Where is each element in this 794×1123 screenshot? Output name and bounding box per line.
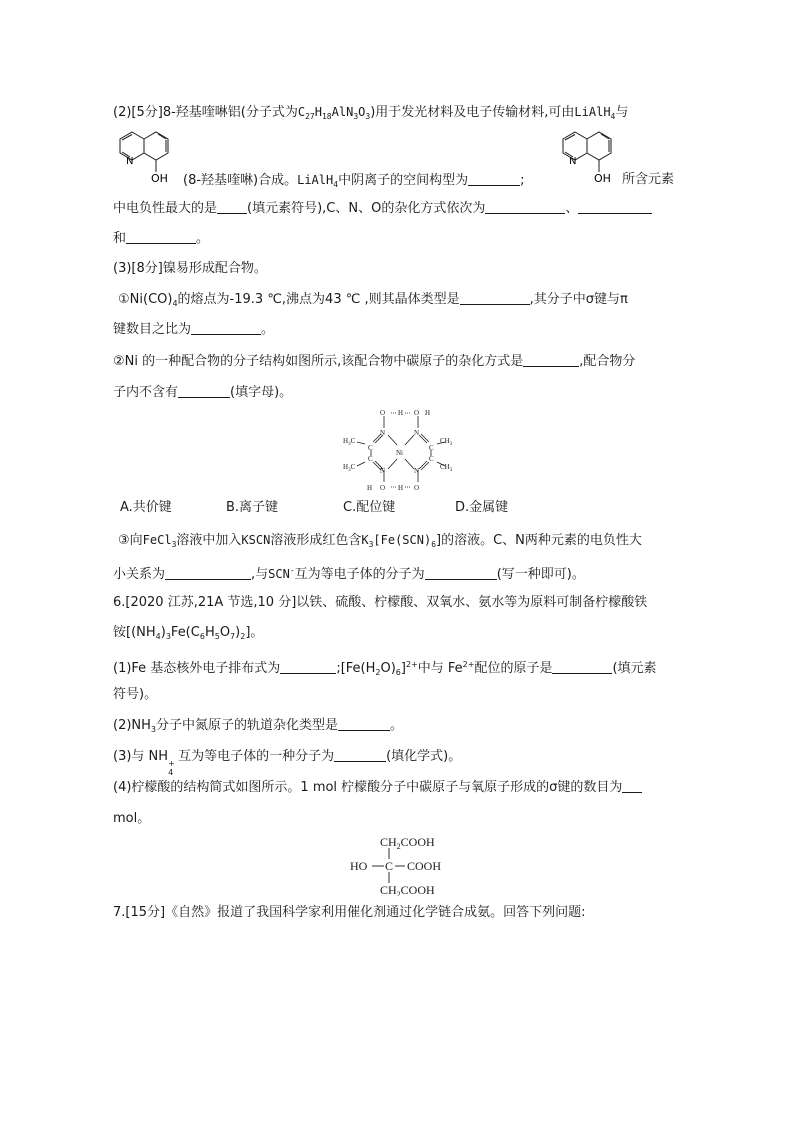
svg-text:H3C: $H_3C$ bbox=[343, 437, 356, 447]
svg-text:N: N bbox=[414, 429, 420, 437]
q5-3-p2-line2: 子内不含有 (填字母)。 bbox=[113, 385, 293, 400]
svg-text:N: N bbox=[380, 429, 386, 437]
q6-p3: (3)与 NH + 4 互为等电子体的一种分子为 (填化学式)。 bbox=[113, 749, 462, 777]
q6-head-line1: 6.[2020 江苏,21A 节选,10 分]以铁、硫酸、柠檬酸、双氧水、氨水等为原料可制备柠檬酸铁 bbox=[113, 595, 648, 610]
q6-p4-line2: mol。 bbox=[113, 811, 151, 826]
quinolinol-n-label-left: N bbox=[126, 156, 134, 167]
option-c[interactable]: C.配位键 bbox=[343, 500, 396, 515]
q6-p4-line1: (4)柠檬酸的结构简式如图所示。1 mol 柠檬酸分子中碳原子与氧原子形成的σ键的数目为 bbox=[113, 778, 642, 798]
svg-text:Ni: Ni bbox=[396, 449, 403, 457]
q5-2-line3: 中电负性最大的是 (填元素符号),C、N、O的杂化方式依次为 、 bbox=[113, 199, 652, 219]
svg-text:CH2COOH: $CH_2COOH$ bbox=[380, 883, 435, 896]
option-a[interactable]: A.共价键 bbox=[120, 500, 172, 515]
answer-blank-electronegativity-order[interactable] bbox=[165, 565, 251, 580]
svg-text:H: H bbox=[398, 409, 404, 417]
answer-blank-bond-ratio[interactable] bbox=[191, 320, 261, 335]
q5-3-p1-line2: 键数目之比为 。 bbox=[113, 322, 275, 337]
q5-3-p2-line1: ②Ni 的一种配合物的分子结构如图所示,该配合物中碳原子的杂化方式是 ,配合物分 bbox=[113, 354, 636, 369]
svg-text:O: O bbox=[380, 484, 386, 492]
q6-head-line2: 铵$[(NH_4)_3Fe(C_6H_5O_7)_2]$。 bbox=[113, 625, 264, 641]
q6-p1-line2: 符号)。 bbox=[113, 687, 158, 702]
answer-blank-fe-configuration[interactable] bbox=[280, 659, 336, 674]
quinolinol-oh-label-right: OH bbox=[594, 172, 611, 185]
q5-2-line2-b: 所含元素 bbox=[622, 172, 675, 187]
q5-2-line2-a: (8-羟基喹啉)合成。LiAlH$_4$中阴离子的空间构型为 ; bbox=[183, 173, 525, 189]
svg-text:CH3: $CH_3$ bbox=[440, 437, 453, 447]
svg-text:HO: HO bbox=[350, 859, 368, 873]
svg-text:O: O bbox=[380, 409, 386, 417]
svg-text:CH2COOH: $CH_2COOH$ bbox=[380, 835, 435, 851]
svg-text:C: C bbox=[368, 444, 373, 452]
svg-text:C: C bbox=[385, 859, 394, 873]
svg-text:N: N bbox=[380, 467, 386, 475]
svg-text:CH3: $CH_3$ bbox=[440, 463, 453, 473]
svg-text:C: C bbox=[429, 455, 434, 463]
answer-blank-sigma-bond-count[interactable] bbox=[622, 778, 642, 793]
answer-blank-electronegativity[interactable] bbox=[217, 199, 247, 214]
answer-blank-o-hybridization[interactable] bbox=[126, 229, 196, 244]
nickel-complex-structure bbox=[343, 404, 455, 496]
answer-blank-anion-shape[interactable] bbox=[468, 171, 520, 186]
q5-2-line1: (2)[5分]8-羟基喹啉铝(分子式为$C_{27}H_{18}AlN_3O_3$)用于发光材料及电子传输材料,可由LiAlH$_4$与 bbox=[113, 105, 629, 121]
svg-text:H: H bbox=[398, 484, 404, 492]
answer-blank-carbon-hybridization[interactable] bbox=[523, 352, 579, 367]
quinolinol-structure-right bbox=[556, 126, 622, 188]
q5-3-p1-line1: $①Ni(CO)_4$的熔点为-19.3 ℃,沸点为43 ℃ ,则其晶体类型是 ,其分子中σ键与π bbox=[118, 292, 628, 308]
answer-blank-crystal-type[interactable] bbox=[460, 290, 530, 305]
q5-3-p3-line2: 小关系为 ,与SCN-互为等电子体的分子为 (写一种即可)。 bbox=[113, 566, 585, 582]
quinolinol-oh-label-left: OH bbox=[151, 172, 168, 185]
q6-p2: $(2)NH_3$分子中氮原子的轨道杂化类型是 。 bbox=[113, 718, 404, 734]
answer-blank-c-hybridization[interactable] bbox=[485, 199, 565, 214]
q6-p1-line1: (1)Fe 基态核外电子排布式为 $;[Fe(H_2O)_6]^{2+}$中与 $Fe^{2+}$配位的原子是 (填元素 bbox=[113, 660, 657, 677]
answer-blank-ammonium-isoelectronic[interactable] bbox=[334, 747, 386, 762]
answer-blank-n-orbital-hybridization[interactable] bbox=[338, 716, 390, 731]
answer-blank-isoelectronic-molecule[interactable] bbox=[425, 565, 497, 580]
svg-text:C: C bbox=[368, 455, 373, 463]
svg-text:N: N bbox=[414, 467, 420, 475]
svg-text:H: H bbox=[367, 484, 373, 492]
answer-blank-n-hybridization[interactable] bbox=[578, 199, 652, 214]
answer-blank-missing-bond[interactable] bbox=[178, 383, 230, 398]
svg-text:COOH: COOH bbox=[407, 859, 442, 873]
svg-text:H3C: $H_3C$ bbox=[343, 463, 356, 473]
svg-text:O: O bbox=[414, 409, 420, 417]
answer-blank-coordinating-atom[interactable] bbox=[552, 659, 612, 674]
svg-text:C: C bbox=[429, 444, 434, 452]
citric-acid-structure bbox=[346, 832, 450, 896]
option-b[interactable]: B.离子键 bbox=[226, 500, 279, 515]
q5-3-head: (3)[8分]镍易形成配合物。 bbox=[113, 261, 267, 276]
q5-3-p3-line1: ③向FeCl$_3$溶液中加入KSCN溶液形成红色含$K_3[Fe(SCN)_6]$的溶液。C、N两种元素的电负性大 bbox=[118, 533, 642, 549]
svg-text:O: O bbox=[414, 484, 420, 492]
q5-2-line4: 和 。 bbox=[113, 231, 210, 246]
quinolinol-n-label-right: N bbox=[569, 156, 577, 167]
quinolinol-structure-left bbox=[113, 126, 179, 188]
option-d[interactable]: D.金属键 bbox=[455, 500, 509, 515]
q7-head: 7.[15分]《自然》报道了我国科学家利用催化剂通过化学链合成氨。回答下列问题: bbox=[113, 905, 586, 920]
svg-text:H: H bbox=[425, 409, 431, 417]
